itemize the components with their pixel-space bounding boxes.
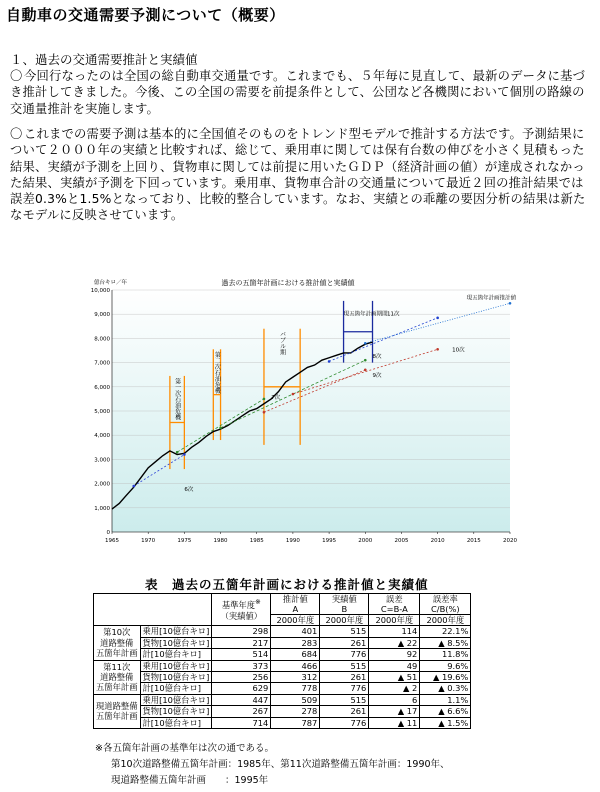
series-point	[183, 453, 186, 456]
series-point	[292, 393, 295, 396]
x-tick-label: 1975	[177, 538, 192, 544]
paragraph-2	[10, 126, 595, 224]
row-label: 計[10億台キロ]	[140, 717, 212, 728]
plan-name	[94, 626, 141, 660]
comparison-table	[93, 593, 471, 729]
header-base-label: 基準年度	[221, 600, 256, 611]
cell-c: 49	[369, 660, 420, 671]
table-row	[94, 717, 471, 728]
series-label: 11次	[386, 311, 400, 318]
series-point	[364, 359, 367, 362]
bubble-label: バブル期	[278, 331, 286, 356]
plan-name-line: 現道路整備	[96, 701, 138, 712]
cell-c: 114	[369, 626, 420, 637]
header-d-sub: C/B(%)	[431, 604, 460, 614]
cell-c: ▲ 17	[369, 706, 420, 717]
cell-c: ▲ 11	[369, 717, 420, 728]
series-label: 8次	[372, 353, 382, 360]
cell-base: 447	[212, 694, 271, 705]
plan-name-line: 第10次	[103, 627, 131, 638]
notes	[95, 741, 450, 789]
cell-a: 684	[271, 649, 320, 660]
header-c-sub: C=B-A	[380, 604, 408, 614]
paragraph-2-text: これまでの需要予測は基本的に全国値そのものをトレンド型モデルで推計する方法です。予測結果について２０００年の実績と比較すれば、総じて、乗用車に関しては保有台数の伸びを小さく見積もった結果、実績が予測を上回り、貨物車に関しては前提に用いたＧＤＰ（経済計画の値）が達成されなかった結果、実績が予測を下回っています。乗用車、貨物車合計の交通量について最近２回の推計結果では誤差0.3%と1.5%となっており、比較的整合しています。なお、実績との乖離の要因分析の結果は新たなモデルに反映させています。	[10, 127, 586, 223]
row-label: 乗用[10億台キロ]	[140, 694, 212, 705]
x-tick-label: 2015	[466, 538, 481, 544]
y-tick-label: 3,000	[94, 457, 110, 464]
table-row	[94, 626, 471, 637]
cell-a: 401	[271, 626, 320, 637]
forecast-chart	[88, 272, 520, 552]
cell-base: 298	[212, 626, 271, 637]
y-tick-label: 6,000	[94, 384, 110, 391]
cell-b: 515	[320, 694, 369, 705]
y-tick-label: 2,000	[94, 481, 110, 488]
series-point	[328, 360, 331, 363]
page-title: 自動車の交通需要予測について（概要）	[6, 6, 285, 24]
x-tick-label: 2000	[358, 538, 373, 544]
row-label: 計[10億台キロ]	[140, 649, 212, 660]
cell-a: 778	[271, 683, 320, 694]
row-label: 乗用[10億台キロ]	[140, 626, 212, 637]
header-c	[369, 594, 420, 615]
cell-d: 22.1%	[420, 626, 471, 637]
cell-d: 9.6%	[420, 660, 471, 671]
plan-name-line: 五箇年計画	[96, 711, 138, 722]
year-a: 2000年度	[271, 615, 320, 626]
header-base	[212, 594, 271, 626]
series-point	[263, 411, 266, 414]
cell-b: 515	[320, 660, 369, 671]
cell-b: 776	[320, 683, 369, 694]
oil-crisis-1-label: 第一次石油危機	[173, 378, 181, 421]
cell-c: ▲ 51	[369, 672, 420, 683]
cell-b: 515	[320, 626, 369, 637]
table-row	[94, 637, 471, 648]
y-tick-label: 0	[106, 530, 110, 536]
x-tick-label: 1990	[285, 538, 300, 544]
table-row	[94, 649, 471, 660]
oil-crisis-2-label: 第二次石油危機	[213, 351, 221, 394]
series-point	[219, 427, 222, 430]
series-point	[364, 342, 367, 345]
plan-name-line: 五箇年計画	[96, 648, 138, 659]
header-b	[320, 594, 369, 615]
x-tick-label: 1970	[141, 538, 156, 544]
cell-c: ▲ 22	[369, 637, 420, 648]
header-base-note: ※	[255, 598, 261, 607]
cell-base: 267	[212, 706, 271, 717]
row-label: 計[10億台キロ]	[140, 683, 212, 694]
header-b-label: 実績値	[331, 594, 357, 604]
row-label: 貨物[10億台キロ]	[140, 706, 212, 717]
cell-a: 283	[271, 637, 320, 648]
cell-d: ▲ 19.6%	[420, 672, 471, 683]
cell-base: 514	[212, 649, 271, 660]
cell-base: 714	[212, 717, 271, 728]
header-base-sub: （実績値）	[220, 611, 263, 622]
y-axis-label: 億台キロ／年	[94, 280, 128, 286]
header-blank	[94, 594, 212, 626]
cell-b: 776	[320, 717, 369, 728]
header-d-label: 誤差率	[432, 594, 458, 604]
note-2: 第10次道路整備五箇年計画：1985年、第11次道路整備五箇年計画：1990年、	[111, 759, 450, 770]
x-tick-label: 1985	[249, 538, 264, 544]
series-label: 7次	[271, 394, 281, 401]
cell-a: 466	[271, 660, 320, 671]
year-c: 2000年度	[369, 615, 420, 626]
y-tick-label: 8,000	[94, 336, 110, 343]
header-d	[420, 594, 471, 615]
plan-name-line: 第11次	[103, 661, 131, 672]
plan-name-line: 道路整備	[100, 672, 134, 683]
y-tick-label: 9,000	[94, 312, 110, 319]
cell-d: ▲ 0.3%	[420, 683, 471, 694]
series-point	[436, 317, 439, 320]
cell-d: ▲ 1.5%	[420, 717, 471, 728]
x-tick-label: 2010	[430, 538, 445, 544]
y-tick-label: 5,000	[94, 409, 110, 415]
x-tick-label: 2005	[394, 538, 409, 544]
y-tick-label: 1,000	[94, 505, 110, 512]
row-label: 貨物[10億台キロ]	[140, 672, 212, 683]
cell-base: 217	[212, 637, 271, 648]
cell-b: 776	[320, 649, 369, 660]
series-point	[436, 348, 439, 351]
series-point	[132, 485, 135, 488]
x-tick-label: 1980	[213, 538, 228, 544]
cell-a: 787	[271, 717, 320, 728]
cell-a: 278	[271, 706, 320, 717]
row-label: 乗用[10億台キロ]	[140, 660, 212, 671]
paragraph-1	[10, 68, 595, 117]
y-tick-label: 4,000	[94, 433, 110, 440]
series-label: 現五箇年計画推計値	[466, 295, 517, 302]
cell-b: 261	[320, 706, 369, 717]
note-1: ※各五箇年計画の基準年は次の通である。	[95, 743, 274, 754]
series-point	[509, 302, 512, 305]
note-3: 現道路整備五箇年計画 ：1995年	[111, 775, 269, 786]
table-row	[94, 672, 471, 683]
plan-name-line: 五箇年計画	[96, 682, 138, 693]
cell-b: 261	[320, 672, 369, 683]
header-c-label: 誤差	[386, 594, 403, 604]
paragraph-1-text: 今回行なったのは全国の総自動車交通量です。これまでも、５年毎に見直して、最新のデータに基づき推計してきました。今後、この全国の需要を前提条件として、公団など各機関において個別の路線の交通量推計を実施します。	[10, 69, 586, 116]
header-a	[271, 594, 320, 615]
plan-name	[94, 660, 141, 694]
series-point	[364, 369, 367, 372]
cell-d: 11.8%	[420, 649, 471, 660]
x-tick-label: 1965	[105, 538, 119, 544]
header-a-label: 推計値	[282, 594, 308, 604]
series-label: 9次	[372, 373, 382, 380]
year-d: 2000年度	[420, 615, 471, 626]
cell-a: 509	[271, 694, 320, 705]
cell-d: ▲ 8.5%	[420, 637, 471, 648]
y-tick-label: 7,000	[94, 360, 110, 367]
cell-c: ▲ 2	[369, 683, 420, 694]
cell-c: 92	[369, 649, 420, 660]
cell-base: 256	[212, 672, 271, 683]
plan-name-line: 道路整備	[100, 637, 134, 648]
cell-d: 1.1%	[420, 694, 471, 705]
section-heading: １、過去の交通需要推計と実績値	[10, 52, 198, 67]
cell-b: 261	[320, 637, 369, 648]
plan-name	[94, 694, 141, 728]
cell-a: 312	[271, 672, 320, 683]
y-tick-label: 10,000	[90, 288, 110, 294]
chart-area	[88, 272, 520, 552]
x-tick-label: 2020	[503, 538, 517, 544]
cell-base: 373	[212, 660, 271, 671]
table-row	[94, 660, 471, 671]
header-b-sub: B	[341, 604, 348, 614]
cell-c: 6	[369, 694, 420, 705]
header-a-sub: A	[292, 604, 299, 614]
bullet-circle: 〇	[10, 127, 23, 141]
row-label: 貨物[10億台キロ]	[140, 637, 212, 648]
chart-title: 過去の五箇年計画における推計値と実績値	[221, 279, 355, 287]
series-label: 現五箇年計画期間	[343, 311, 388, 318]
cell-base: 629	[212, 683, 271, 694]
table-row	[94, 706, 471, 717]
cell-d: ▲ 6.6%	[420, 706, 471, 717]
series-point	[176, 451, 179, 454]
table-row	[94, 683, 471, 694]
series-point	[263, 398, 266, 401]
year-b: 2000年度	[320, 615, 369, 626]
table-row	[94, 694, 471, 705]
x-tick-label: 1995	[322, 538, 337, 544]
bullet-circle: 〇	[10, 69, 23, 83]
series-label: 6次	[184, 486, 194, 493]
table-caption: 表 過去の五箇年計画における推計値と実績値	[145, 577, 429, 592]
series-label: 10次	[452, 347, 465, 354]
table-header-row	[94, 594, 471, 615]
